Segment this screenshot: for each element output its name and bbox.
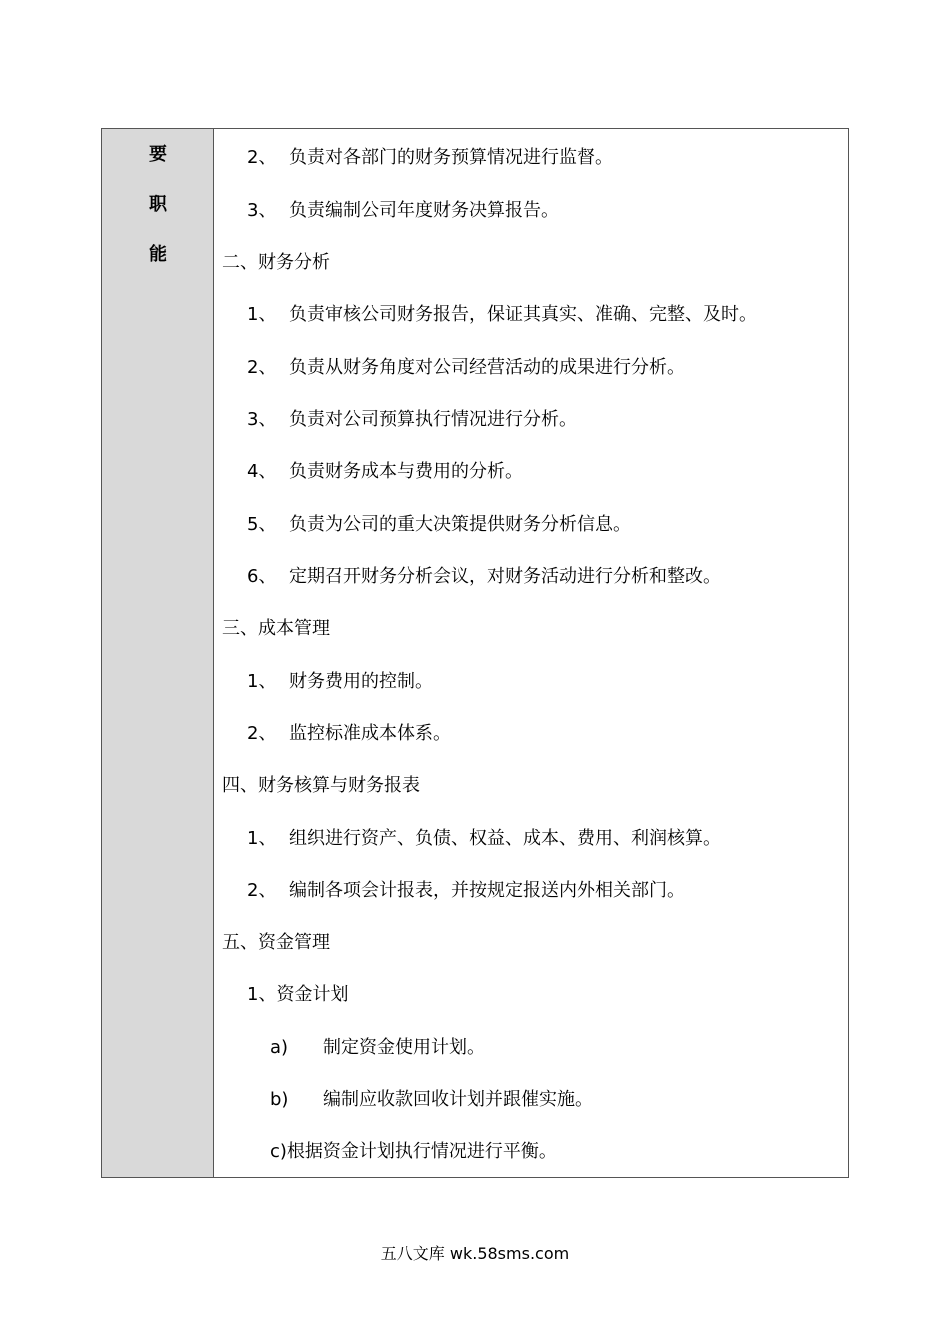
- label-char: 要: [149, 144, 167, 165]
- section-heading: 三、成本管理: [222, 618, 330, 639]
- list-item: 1、 财务费用的控制。: [247, 671, 433, 692]
- list-item: 5、 负责为公司的重大决策提供财务分析信息。: [247, 514, 631, 535]
- list-item: c)根据资金计划执行情况进行平衡。: [270, 1141, 557, 1162]
- sub-heading: 1、资金计划: [247, 984, 349, 1005]
- list-item: 6、 定期召开财务分析会议，对财务活动进行分析和整改。: [247, 566, 721, 587]
- section-heading: 五、资金管理: [222, 932, 330, 953]
- list-item: 2、 编制各项会计报表，并按规定报送内外相关部门。: [247, 880, 685, 901]
- section-heading: 四、财务核算与财务报表: [222, 775, 420, 796]
- list-item: 1、 组织进行资产、负债、权益、成本、费用、利润核算。: [247, 828, 721, 849]
- footer-watermark: 五八文库 wk.58sms.com: [380, 1244, 570, 1263]
- list-item: b) 编制应收款回收计划并跟催实施。: [270, 1089, 593, 1110]
- table-content-column: [214, 129, 848, 1177]
- list-item: 2、 负责对各部门的财务预算情况进行监督。: [247, 147, 613, 168]
- responsibilities-table: [101, 128, 849, 1178]
- section-heading: 二、财务分析: [222, 252, 330, 273]
- table-label-column: [102, 129, 214, 1177]
- label-char: 能: [149, 244, 167, 265]
- list-item: a) 制定资金使用计划。: [270, 1037, 485, 1058]
- list-item: 2、 监控标准成本体系。: [247, 723, 451, 744]
- list-item: 4、 负责财务成本与费用的分析。: [247, 461, 523, 482]
- list-item: 3、 负责编制公司年度财务决算报告。: [247, 200, 559, 221]
- list-item: 1、 负责审核公司财务报告，保证其真实、准确、完整、及时。: [247, 304, 757, 325]
- list-item: 2、 负责从财务角度对公司经营活动的成果进行分析。: [247, 357, 685, 378]
- list-item: 3、 负责对公司预算执行情况进行分析。: [247, 409, 577, 430]
- label-char: 职: [149, 194, 167, 215]
